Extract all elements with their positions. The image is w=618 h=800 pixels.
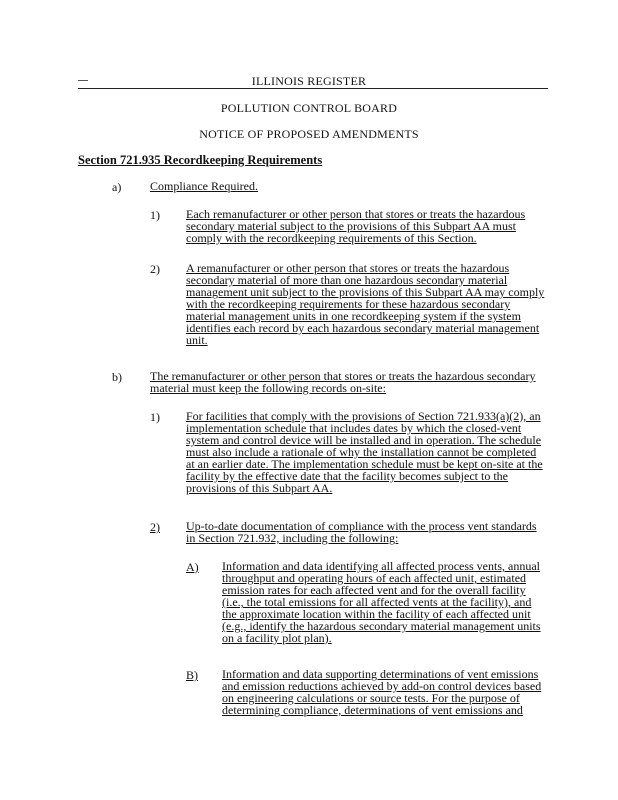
item-b2B-label: B) [186, 668, 198, 682]
item-b2A-label: A) [186, 560, 199, 574]
item-b1-text: For facilities that comply with the provisions of Section 721.933(a)(2), an implementation schedule that includes dates by which the closed-vent system and control device will be installed and in operation. The schedule must also include a rationale of why the installation cannot be completed at an earlier date. The implementation schedule must be kept on-site at the facility by the effective date that the facility becomes subject to the provisions of this Subpart AA. [186, 409, 543, 495]
item-b1-label: 1) [150, 410, 160, 424]
item-b2B-text: Information and data supporting determinations of vent emissions and emission reductions achieved by add-on control devices based on engineering calculations or source tests. For the purpose of determining compliance, determinations of vent emissions and [222, 667, 542, 717]
section-title: Section 721.935 Recordkeeping Requirements [78, 153, 323, 167]
item-a2-text: A remanufacturer or other person that stores or treats the hazardous secondary material of more than one hazardous secondary material management unit subject to the provisions of this Subpart AA may comply with the recordkeeping requirements for these hazardous secondary material management units in one recordkeeping system if the system identifies each record by each hazardous secondary material management unit. [186, 261, 545, 347]
subsection-b-label: b) [112, 370, 122, 384]
subsection-a-label: a) [112, 180, 122, 194]
header-rule [78, 88, 548, 89]
item-a2-label: 2) [150, 262, 160, 276]
register-title: ILLINOIS REGISTER [251, 74, 367, 88]
item-b2-text: Up-to-date documentation of compliance with the process vent standards in Section 721.932, including the following: [186, 519, 537, 545]
notice-title: NOTICE OF PROPOSED AMENDMENTS [199, 127, 419, 141]
agency-title: POLLUTION CONTROL BOARD [220, 101, 398, 115]
item-a1-text: Each remanufacturer or other person that stores or treats the hazardous secondary material subject to the provisions of this Subpart AA must comply with the recordkeeping requirements of this Section. [186, 207, 526, 245]
subsection-b-text: The remanufacturer or other person that stores or treats the hazardous secondary material must keep the following records on-site: [150, 369, 536, 395]
item-b2A-text: Information and data identifying all affected process vents, annual throughput and operating hours of each affected unit, estimated emission rates for each affected vent and for the overall facility (i.e., the total emissions for all affected vents at the facility), and the approximate location within the facility of each affected unit (e.g., identify the hazardous secondary material management units on a facility plot plan). [222, 559, 541, 645]
item-a1-label: 1) [150, 208, 160, 222]
item-b2-label: 2) [150, 520, 160, 534]
subsection-a-heading: Compliance Required. [150, 179, 258, 193]
